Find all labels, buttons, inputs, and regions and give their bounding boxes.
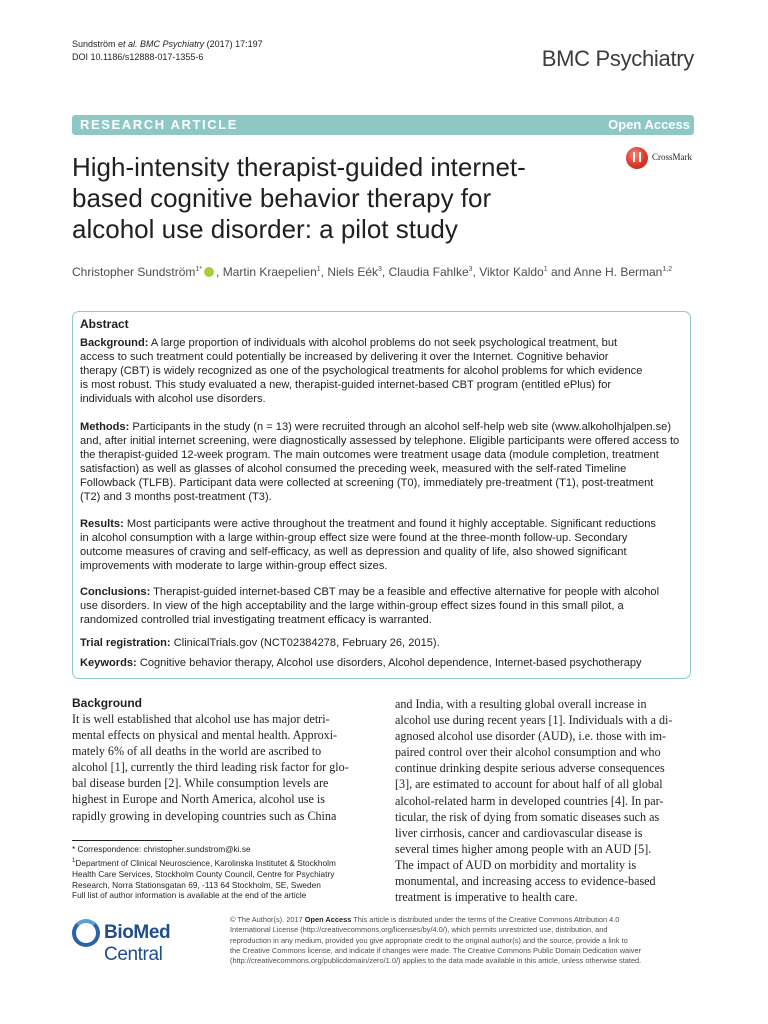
logo-regular: Central: [104, 944, 163, 965]
abstract-results: [80, 518, 686, 574]
license-line: reproduction in any medium, provided you give appropriate credit to the original author(s) and the source, provide a link to: [230, 935, 628, 945]
abstract-background: [80, 337, 686, 407]
author-name[interactable]: Martin Kraepelien: [222, 265, 317, 279]
footnote-correspondence[interactable]: * Correspondence: christopher.sundstrom@ki.se: [72, 844, 251, 854]
abstract-line: outcome measures of craving and self-efficacy, as well as depression and quality of life, also showed significant: [80, 545, 627, 558]
title-line-2: based cognitive behavior therapy for: [72, 183, 492, 213]
license-line: This article is distributed under the terms of the Creative Commons Attribution 4.0: [353, 915, 620, 924]
body-line: bal disease burden [2]. While consumption levels are: [72, 776, 329, 791]
body-line: The impact of AUD on morbidity and mortality is: [395, 857, 637, 872]
body-line: highest in Europe and North America, alcohol use is: [72, 792, 325, 807]
license-line[interactable]: International License (http://creativecommons.org/licenses/by/4.0/), which permits unrestricted use, distribution, and: [230, 925, 608, 935]
footnote-affiliation: [72, 856, 372, 891]
citation-journal: et al. BMC Psychiatry: [118, 39, 205, 49]
crossmark-badge[interactable]: [626, 147, 696, 173]
article-title: [72, 152, 632, 245]
body-line: mately 6% of all deaths in the world are ascribed to: [72, 744, 322, 759]
citation-doi: DOI 10.1186/s12888-017-1355-6: [72, 52, 204, 62]
body-line: treatment is imperative to health care.: [395, 890, 578, 905]
abstract-line: satisfaction) as well as glasses of alcohol consumed the preceding week, measured with the self-rated Timeline: [80, 462, 627, 475]
orcid-icon[interactable]: [204, 267, 214, 277]
article-type-label: RESEARCH ARTICLE: [80, 117, 239, 132]
section-heading-background: Background: [72, 696, 143, 710]
abstract-line: Therapist-guided internet-based CBT may be a feasible and effective alternative for people with alcohol: [153, 586, 660, 598]
author-separator: ,: [472, 265, 480, 279]
body-line: alcohol [1], currently the third leading risk factor for glo-: [72, 760, 349, 775]
body-line: alcohol use during recent years [1]. Individuals with a di-: [395, 713, 673, 728]
author-affiliation-sup: 1*: [195, 266, 203, 273]
body-column-right: [395, 696, 695, 905]
abstract-line: the therapist-guided 12-week program. The main outcomes were treatment usage data (module completion, treatment: [80, 448, 659, 461]
abstract-keywords: [80, 657, 686, 671]
trial-label: Trial registration:: [80, 637, 171, 649]
author-separator: and: [547, 265, 574, 279]
license-prefix: © The Author(s). 2017: [230, 915, 303, 924]
conclusions-label: Conclusions:: [80, 586, 151, 598]
biomed-logo-text: [104, 922, 222, 966]
license-line: the Creative Commons license, and indicate if changes were made. The Creative Commons Public Domain Dedication waiver: [230, 945, 642, 955]
body-line: monumental, and increasing access to evidence-based: [395, 874, 656, 889]
abstract-line: Followback (TLFB). Participant data were collected at screening (T0), immediately pre-treatment (T1), post-treatment: [80, 476, 654, 489]
license-line[interactable]: (http://creativecommons.org/publicdomain/zero/1.0/) applies to the data made available in this article, unless otherwise stated.: [230, 956, 642, 966]
body-line: several times higher among people with an AUD [5].: [395, 841, 652, 856]
abstract-heading: Abstract: [80, 317, 129, 331]
body-line: rapidly growing in developing countries such as China: [72, 808, 337, 823]
citation-volume: (2017) 17:197: [206, 39, 263, 49]
body-line: ticular, the risk of dying from somatic diseases such as: [395, 809, 660, 824]
author-name[interactable]: Niels Eék: [327, 265, 379, 279]
footnote-divider: [72, 840, 172, 841]
abstract-line: improvements with moderate to large within-group effect sizes.: [80, 559, 388, 572]
abstract-line: randomized controlled trial investigating treatment efficacy is warranted.: [80, 613, 432, 626]
author-affiliation-sup: 3: [378, 266, 382, 273]
author-affiliation-sup: 1: [316, 266, 321, 273]
biomed-ring-icon: [72, 919, 100, 947]
affiliation-line: Health Care Services, Stockholm County Council, Centre for Psychiatry: [72, 868, 335, 879]
trial-text[interactable]: ClinicalTrials.gov (NCT02384278, February 26, 2015).: [173, 637, 440, 649]
abstract-conclusions: [80, 586, 686, 628]
abstract-trial-registration: [80, 637, 686, 651]
author-name[interactable]: Viktor Kaldo: [479, 265, 544, 279]
keywords-label: Keywords:: [80, 657, 137, 669]
abstract-methods: [80, 421, 686, 504]
title-line-3: alcohol use disorder: a pilot study: [72, 214, 458, 244]
body-column-left: [72, 711, 362, 824]
methods-label: Methods:: [80, 421, 130, 433]
body-line: mental effects on physical and mental health. Approxi-: [72, 728, 338, 743]
abstract-line: A large proportion of individuals with alcohol problems do not seek psychological treatment, but: [150, 337, 618, 349]
crossmark-label: CrossMark: [652, 152, 692, 162]
body-line: continue drinking despite serious adverse consequences: [395, 761, 665, 776]
crossmark-icon: [626, 147, 648, 169]
body-line: alcohol-related harm in developed countries [4]. In par-: [395, 793, 664, 808]
body-line: liver cirrhosis, cancer and cardiovascular disease is: [395, 825, 643, 840]
license-open-access: Open Access: [304, 915, 352, 924]
license-text: [230, 915, 696, 966]
author-affiliation-sup: 3: [468, 266, 473, 273]
abstract-line: use disorders. In view of the high acceptability and the large within-group effect sizes found in this small pilot, a: [80, 599, 624, 612]
author-name[interactable]: Christopher Sundström: [72, 265, 196, 279]
citation-author: Sundström: [72, 39, 116, 49]
affiliation-line: Department of Clinical Neuroscience, Karolinska Institutet & Stockholm: [75, 857, 336, 868]
abstract-line: is most robust. This study evaluated a new, therapist-guided internet-based CBT program (entitled ePlus) for: [80, 378, 612, 391]
abstract-line: access to such treatment could potentially be increased by delivering it over the Internet. Cognitive behavior: [80, 350, 609, 363]
author-name[interactable]: Claudia Fahlke: [388, 265, 469, 279]
body-line: paired control over their alcohol consumption and who: [395, 745, 661, 760]
body-line: It is well established that alcohol use has major detri-: [72, 712, 330, 726]
footnote-full-list: Full list of author information is available at the end of the article: [72, 890, 307, 900]
logo-bold: BioMed: [104, 922, 171, 943]
author-affiliation-sup: 1,2: [662, 266, 673, 273]
biomed-central-logo[interactable]: [72, 917, 222, 965]
body-line: agnosed alcohol use disorder (AUD), i.e. those with im-: [395, 729, 667, 744]
abstract-line: individuals with alcohol use disorders.: [80, 392, 266, 405]
author-list: [72, 265, 712, 279]
results-label: Results:: [80, 518, 124, 530]
affiliation-line: Research, Norra Stationsgatan 69, -113 64 Stockholm, SE, Sweden: [72, 879, 321, 890]
abstract-line: Most participants were active throughout the treatment and found it highly acceptable. Significant reductions: [126, 518, 656, 530]
open-access-label[interactable]: Open Access: [608, 117, 690, 132]
abstract-line: in alcohol consumption with a large within-group effect size were found at the three-month follow-up. Secondary: [80, 531, 628, 544]
abstract-line: and, after initial internet screening, were diagnostically assessed by telephone. Eligible participants were offered access to: [80, 434, 680, 447]
abstract-line: (T2) and 3 months post-treatment (T3).: [80, 490, 272, 503]
author-separator: ,: [381, 265, 389, 279]
author-affiliation-sup: 1: [543, 266, 548, 273]
abstract-line: Participants in the study (n = 13) were recruited through an alcohol self-help web site (www.alkoholhjalpen.se): [132, 421, 672, 433]
body-line: and India, with a resulting global overall increase in: [395, 697, 647, 711]
title-line-1: High-intensity therapist-guided internet-: [72, 152, 526, 182]
keywords-text: Cognitive behavior therapy, Alcohol use disorders, Alcohol dependence, Internet-based psychotherapy: [139, 657, 642, 669]
citation: [72, 38, 263, 64]
author-name[interactable]: Anne H. Berman: [573, 265, 663, 279]
author-separator: ,: [320, 265, 328, 279]
article-type-banner: [72, 115, 694, 135]
author-separator: ,: [216, 265, 223, 279]
abstract-line: therapy (CBT) is widely recognized as one of the psychological treatments for alcohol problems for which evidence: [80, 364, 643, 377]
journal-name: BMC Psychiatry: [541, 46, 694, 71]
affiliation-sup: 1: [72, 858, 76, 864]
body-line: [3], are estimated to account for about half of all global: [395, 777, 663, 792]
background-label: Background:: [80, 337, 149, 349]
citation-line-1: [72, 38, 263, 51]
